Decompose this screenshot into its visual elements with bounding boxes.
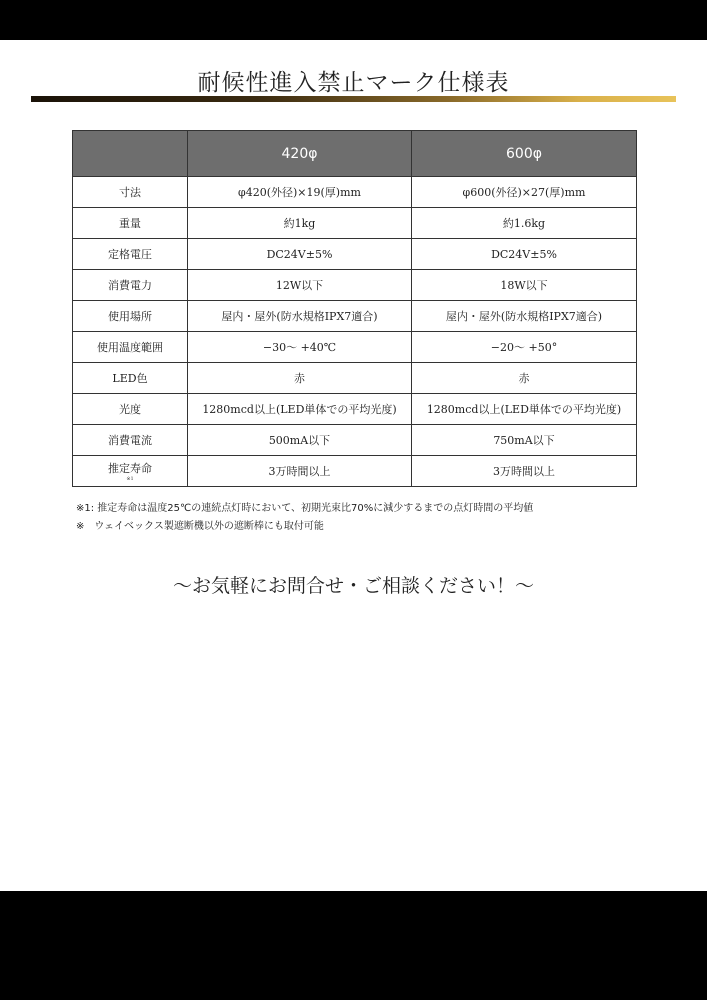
table-row [73, 394, 637, 425]
cell-420: DC24V±5% [188, 239, 412, 270]
table-row [73, 239, 637, 270]
row-label: 使用場所 [73, 301, 188, 332]
table-row [73, 363, 637, 394]
cell-420: 約1kg [188, 208, 412, 239]
table-row [73, 456, 637, 487]
gold-divider [31, 96, 676, 102]
cell-600: 屋内・屋外(防水規格IPX7適合) [412, 301, 637, 332]
row-label: LED色 [73, 363, 188, 394]
row-label: 寸法 [73, 177, 188, 208]
row-label: 定格電圧 [73, 239, 188, 270]
cell-420: 1280mcd以上(LED単体での平均光度) [188, 394, 412, 425]
footnote-1: ※1: 推定寿命は温度25℃の連続点灯時において、初期光束比70%に減少するまでの点灯時間の平均値 [76, 503, 534, 514]
header-blank [73, 131, 188, 177]
cell-420: 3万時間以上 [188, 456, 412, 487]
footnote-2: ※ ウェイベックス製遮断機以外の遮断棒にも取付可能 [76, 521, 324, 532]
header-600: 600φ [412, 131, 637, 177]
cell-420: −30～ +40℃ [188, 332, 412, 363]
spec-table [72, 130, 637, 487]
cell-420: 屋内・屋外(防水規格IPX7適合) [188, 301, 412, 332]
cell-600: −20～ +50° [412, 332, 637, 363]
cell-420: 500mA以下 [188, 425, 412, 456]
row-label: 重量 [73, 208, 188, 239]
cell-420: φ420(外径)×19(厚)mm [188, 177, 412, 208]
header-420: 420φ [188, 131, 412, 177]
row-label: 消費電力 [73, 270, 188, 301]
cell-600: 18W以下 [412, 270, 637, 301]
cell-600: 赤 [412, 363, 637, 394]
cell-600: 1280mcd以上(LED単体での平均光度) [412, 394, 637, 425]
table-row [73, 301, 637, 332]
row-label: 推定寿命 [108, 462, 152, 475]
table-row [73, 177, 637, 208]
cell-420: 12W以下 [188, 270, 412, 301]
cell-600: φ600(外径)×27(厚)mm [412, 177, 637, 208]
table-row [73, 332, 637, 363]
cell-600: 750mA以下 [412, 425, 637, 456]
table-row [73, 425, 637, 456]
footnote-marker: ※1 [126, 476, 134, 482]
contact-callout: ～お気軽にお問合せ・ご相談ください！～ [172, 575, 534, 597]
cell-600: 3万時間以上 [412, 456, 637, 487]
table-row [73, 270, 637, 301]
table-header-row [73, 131, 637, 177]
page-title: 耐候性進入禁止マーク仕様表 [197, 70, 510, 96]
cell-600: DC24V±5% [412, 239, 637, 270]
row-label: 光度 [73, 394, 188, 425]
cell-420: 赤 [188, 363, 412, 394]
table-row [73, 208, 637, 239]
bottom-black-bar [0, 891, 707, 1000]
top-black-bar [0, 0, 707, 40]
row-label: 消費電流 [73, 425, 188, 456]
cell-600: 約1.6kg [412, 208, 637, 239]
row-label: 使用温度範囲 [73, 332, 188, 363]
row-label-with-note [73, 456, 188, 487]
